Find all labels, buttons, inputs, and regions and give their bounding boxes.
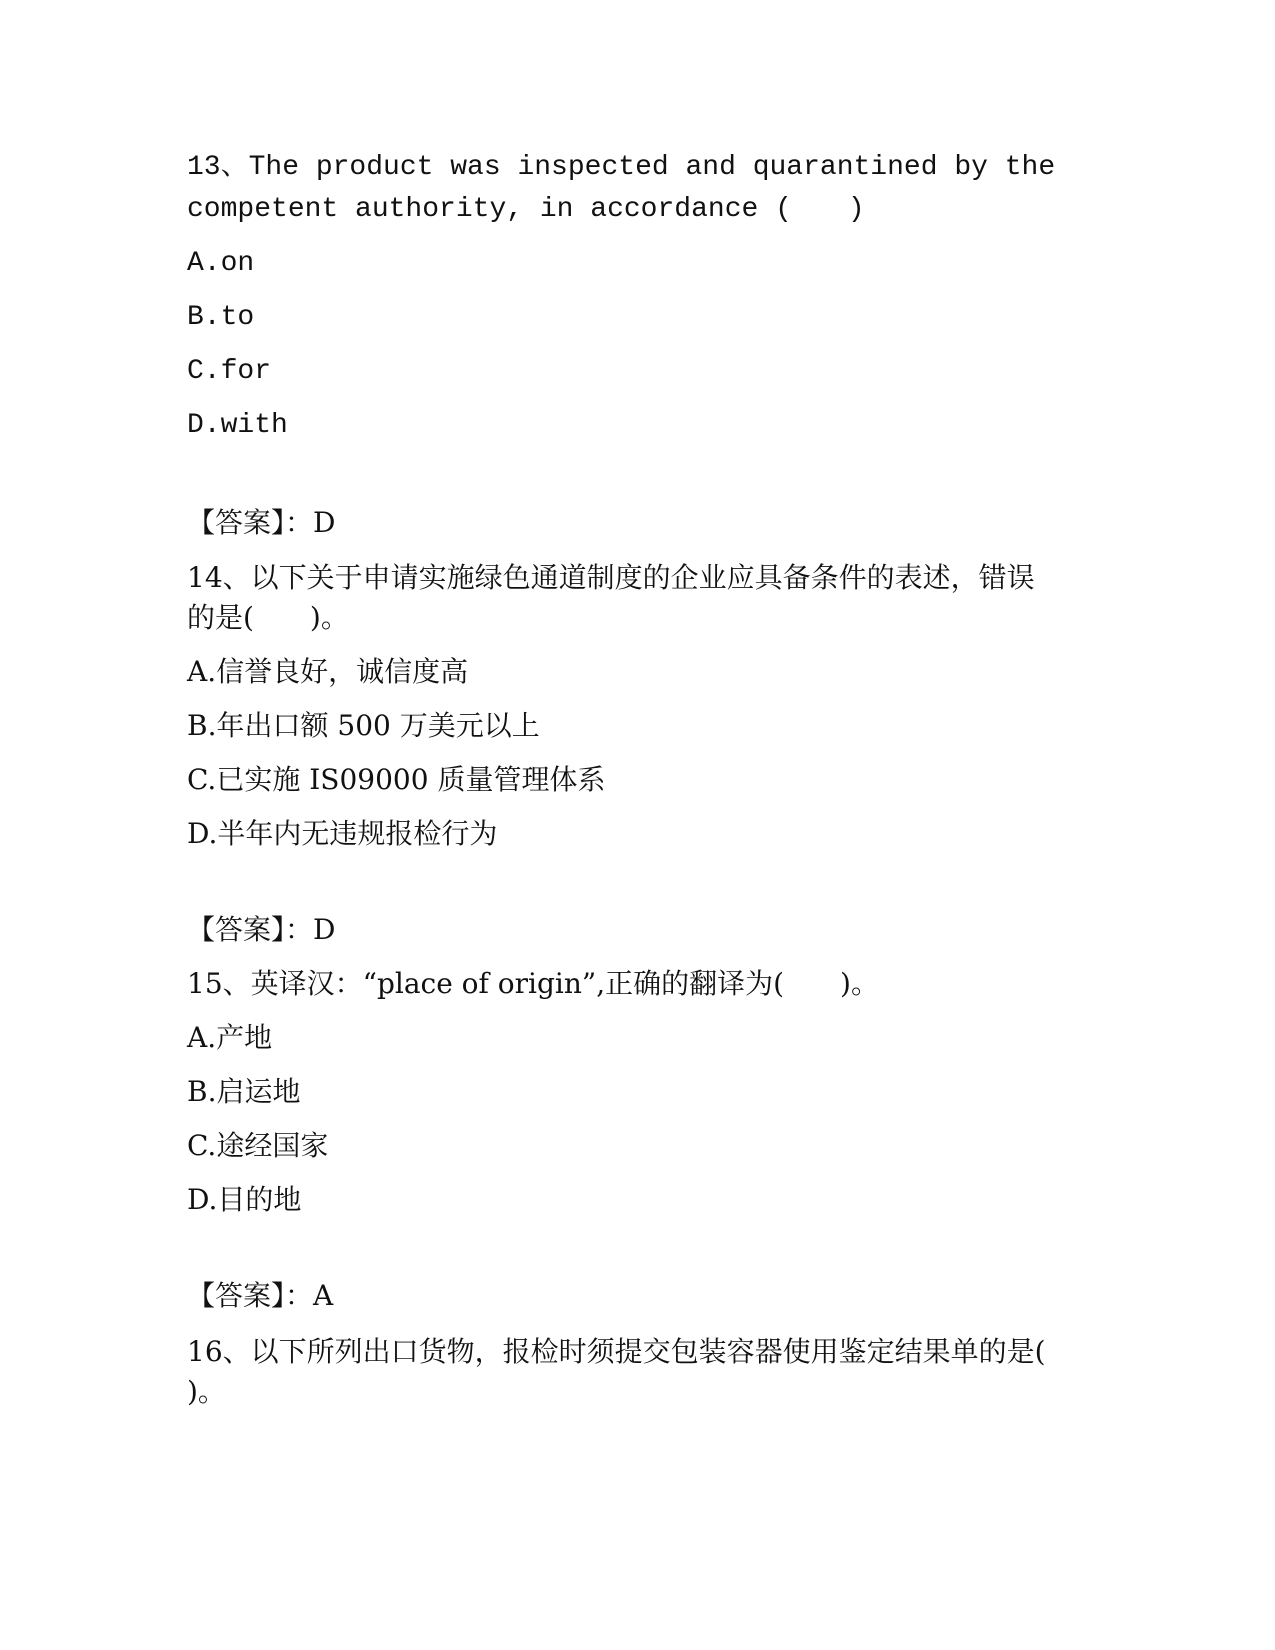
question-15-option-a: A.产地: [187, 1021, 273, 1054]
question-14-option-a: A.信誉良好，诚信度高: [187, 655, 469, 688]
question-13-stem-line-2: competent authority, in accordance ( ): [187, 194, 865, 225]
question-13-option-a: A.on: [187, 248, 255, 279]
question-14-option-c: C.已实施 IS09000 质量管理体系: [187, 763, 606, 796]
question-14-answer: 【答案】：D: [187, 913, 336, 946]
question-15-option-b: B.启运地: [187, 1075, 301, 1108]
question-13-stem-line-1: 13、The product was inspected and quarantined by the: [187, 152, 1056, 183]
question-15-answer: 【答案】：A: [187, 1279, 334, 1312]
question-14-stem-line-1: 14、以下关于申请实施绿色通道制度的企业应具备条件的表述，错误: [187, 561, 1035, 594]
question-13-option-b: B.to: [187, 302, 255, 333]
question-15-option-d: D.目的地: [187, 1183, 302, 1216]
question-13-option-c: C.for: [187, 356, 272, 387]
question-16-stem-line-2: )。: [187, 1375, 226, 1408]
question-15-stem-line-1: 15、英译汉：“place of origin”,正确的翻译为( )。: [187, 967, 879, 1000]
question-14-option-d: D.半年内无违规报检行为: [187, 817, 498, 850]
question-13-answer: 【答案】：D: [187, 506, 336, 539]
question-15-option-c: C.途经国家: [187, 1129, 329, 1162]
question-16-stem-line-1: 16、以下所列出口货物，报检时须提交包装容器使用鉴定结果单的是(: [187, 1335, 1046, 1368]
question-13-option-d: D.with: [187, 410, 288, 441]
question-14-stem-line-2: 的是( )。: [187, 601, 349, 634]
question-14-option-b: B.年出口额 500 万美元以上: [187, 709, 540, 742]
